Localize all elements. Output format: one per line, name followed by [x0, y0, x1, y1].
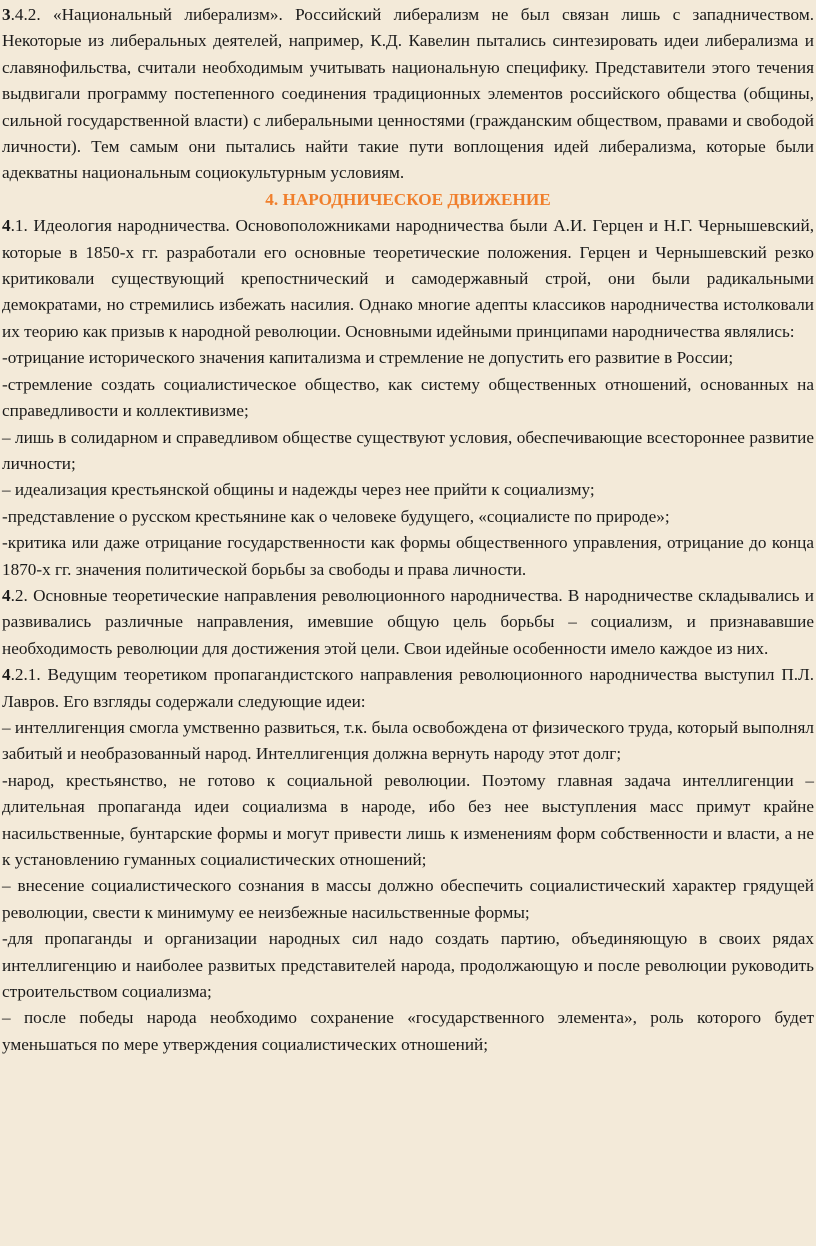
list-item: – лишь в солидарном и справедливом обществе существуют условия, обеспечивающие всестороннее развитие личности;	[2, 427, 814, 473]
paragraph-text: .2.1. Ведущим теоретиком пропагандистского направления революционного народничества выступил П.Л. Лавров. Его взгляды содержали следующие идеи:	[2, 665, 814, 711]
list-item: – внесение социалистического сознания в массы должно обеспечить социалистический характер грядущей революции, свести к минимуму ее неизбежные насильственные формы;	[2, 876, 814, 922]
list-item: -представление о русском крестьянине как о человеке будущего, «социалисте по природе»;	[2, 506, 670, 526]
list-item: -отрицание исторического значения капитализма и стремление не допустить его развитие в России;	[2, 348, 734, 368]
list-item: -стремление создать социалистическое общество, как систему общественных отношений, основанных на справедливости и коллективизме;	[2, 374, 814, 421]
paragraph-text: .1. Идеология народничества. Основоположниками народничества были А.И. Герцен и Н.Г. Чернышевский, которые в 1850-х гг. разработали его основные теоретические положения. Герцен и Чернышевский резко критиковали существующий крепостнический и самодержавный строй, они были радикальными демократами, но стремились избежать насилия. Однако многие адепты классиков народничества истолковали их теорию как призыв к народной революции. Основными идейными принципами народничества являлись:	[2, 216, 814, 341]
section-number: 4	[2, 665, 11, 685]
list-item: – интеллигенция смогла умственно развиться, т.к. была освобождена от физического труда, который выполнял забитый и необразованный народ. Интеллигенция должна вернуть народу этот долг;	[2, 717, 814, 764]
list-item: -для пропаганды и организации народных сил надо создать партию, объединяющую в своих рядах интеллигенцию и наиболее развитых представителей народа, продолжающую и после революции руководить строительством социализма;	[2, 929, 814, 1002]
list-item: – после победы народа необходимо сохранение «государственного элемента», роль которого будет уменьшаться по мере утверждения социалистических отношений;	[2, 1008, 814, 1054]
paragraph-ideology-narodnichestvo	[2, 213, 814, 345]
section-number: 4	[2, 216, 11, 236]
list-item: -критика или даже отрицание государственности как формы общественного управления, отрицание до конца 1870-х гг. значения политической борьбы за свободы и права личности.	[2, 533, 814, 579]
list-item: -народ, крестьянство, не готово к социальной революции. Поэтому главная задача интеллигенции – длительная пропаганда идеи социализма в народе, ибо без нее выступления масс примут крайне насильственные, бунтарские формы и могут привести лишь к изменениям форм собственности и власти, а не к установлению гуманных социалистических отношений;	[2, 770, 814, 869]
section-number: 4	[2, 585, 11, 605]
paragraph-theoretical-directions	[2, 583, 814, 662]
section-heading: 4. НАРОДНИЧЕСКОЕ ДВИЖЕНИЕ	[265, 189, 551, 209]
paragraph-national-liberalism	[2, 2, 814, 187]
paragraph-text: .2. Основные теоретические направления революционного народничества. В народничестве складывались и развивались различные направления, имевшие общую цель борьбы – социализм, и признававшие необходимость революции для достижения этой цели. Свои идейные особенности имело каждое из них.	[2, 585, 814, 658]
paragraph-text: .4.2. «Национальный либерализм». Российский либерализм не был связан лишь с западничеством. Некоторые из либеральных деятелей, например, К.Д. Кавелин пытались синтезировать идеи либерализма и славянофильства, считали необходимым учитывать национальную специфику. Представители этого течения выдвигали программу постепенного соединения традиционных элементов российского общества (общины, сильной государственной власти) с либеральными ценностями (гражданским обществом, правами и свободой личности). Тем самым они пытались найти такие пути воплощения идей либерализма, которые были адекватны национальным социокультурным условиям.	[2, 5, 814, 183]
section-number: 3	[2, 5, 11, 24]
list-item: – идеализация крестьянской общины и надежды через нее прийти к социализму;	[2, 480, 595, 500]
paragraph-lavrov	[2, 662, 814, 715]
